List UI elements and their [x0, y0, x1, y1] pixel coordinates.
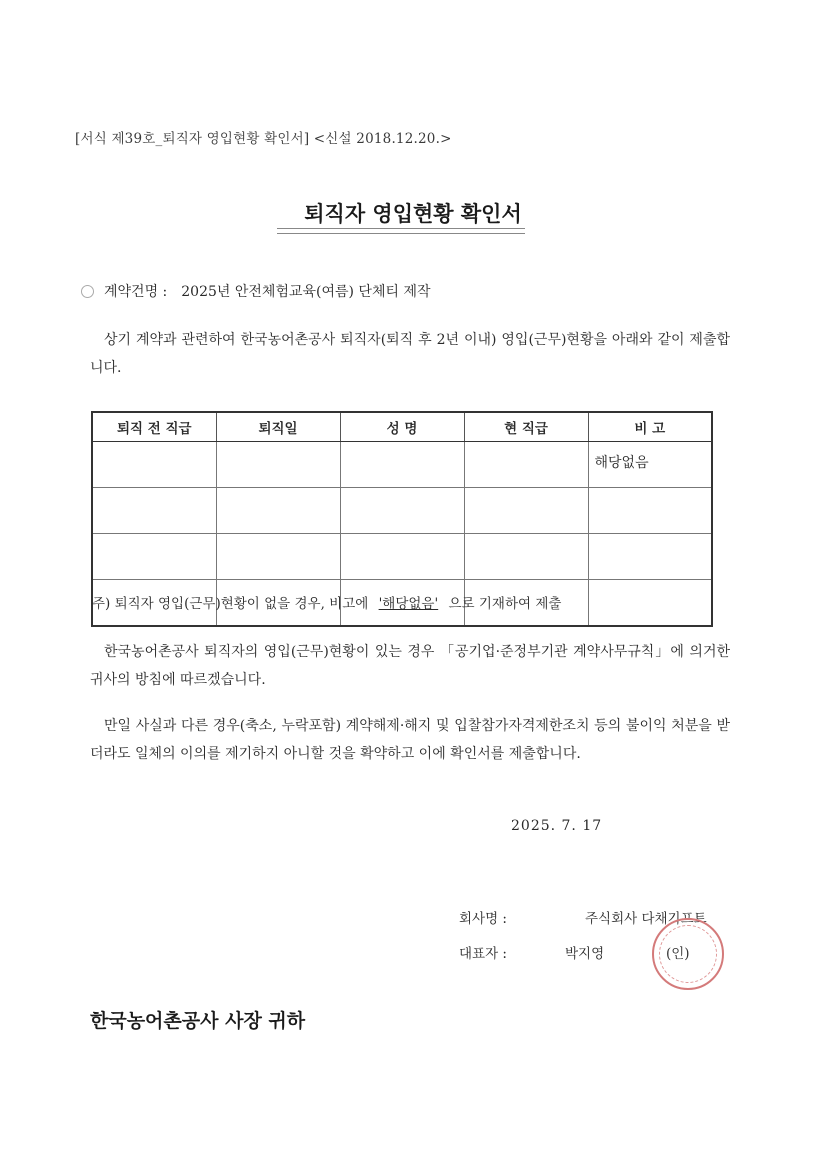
representative-label: 대표자 : — [459, 946, 507, 962]
table-row — [92, 488, 712, 534]
table-cell — [464, 488, 588, 534]
table-row — [92, 534, 712, 580]
submission-date: 2025. 7. 17 — [511, 818, 603, 834]
table-cell — [588, 534, 712, 580]
document-title: 퇴직자 영입현황 확인서 — [304, 202, 522, 226]
form-number: [서식 제39호_퇴직자 영입현황 확인서] <신설 2018.12.20.> — [75, 131, 452, 147]
company-name: 주식회사 다채기프트 — [585, 911, 707, 927]
policy-paragraph: 한국농어촌공사 퇴직자의 영입(근무)현황이 있는 경우 「공기업·준정부기관 계약사무규칙」에 의거한 귀사의 방침에 따르겠습니다. — [90, 644, 730, 688]
table-cell — [588, 488, 712, 534]
note-highlight: '해당없음' — [378, 596, 439, 612]
table-cell — [92, 534, 216, 580]
table-row — [92, 442, 712, 488]
table-header-row — [92, 412, 712, 442]
table-cell — [92, 442, 216, 488]
table-cell — [340, 534, 464, 580]
intro-paragraph: 상기 계약과 관련하여 한국농어촌공사 퇴직자(퇴직 후 2년 이내) 영입(근무)현황을 아래와 같이 제출합니다. — [90, 332, 730, 376]
table-cell: 해당없음 — [588, 442, 712, 488]
pledge-paragraph: 만일 사실과 다른 경우(축소, 누락포함) 계약해제·해지 및 입찰참가자격제한조치 등의 불이익 처분을 받더라도 일체의 이의를 제기하지 아니할 것을 확약하고 이에 확인서를 제출합니다. — [90, 718, 730, 762]
table-note — [92, 592, 561, 612]
table-cell — [588, 580, 712, 627]
addressee: 한국농어촌공사 사장 귀하 — [90, 1010, 306, 1032]
table-cell — [340, 488, 464, 534]
title-underline — [277, 228, 525, 234]
header-prev-rank: 퇴직 전 직급 — [92, 412, 216, 442]
header-remarks: 비 고 — [588, 412, 712, 442]
table-cell — [216, 488, 340, 534]
company-label: 회사명 : — [459, 911, 507, 927]
table-cell — [340, 442, 464, 488]
contract-name: 2025년 안전체험교육(여름) 단체티 제작 — [181, 284, 431, 300]
note-suffix: 으로 기재하여 제출 — [448, 596, 562, 612]
header-name: 성 명 — [340, 412, 464, 442]
note-prefix: 주) 퇴직자 영입(근무)현황이 없을 경우, 비고에 — [92, 596, 369, 612]
contract-line — [81, 281, 431, 301]
table-cell — [92, 488, 216, 534]
table-cell — [464, 442, 588, 488]
table-cell — [216, 442, 340, 488]
bullet-circle-icon — [81, 285, 94, 298]
table-cell — [464, 534, 588, 580]
seal-mark: (인) — [666, 946, 690, 962]
header-current-rank: 현 직급 — [464, 412, 588, 442]
header-retire-date: 퇴직일 — [216, 412, 340, 442]
representative-name: 박지영 — [565, 946, 605, 962]
contract-label: 계약건명 : — [104, 284, 168, 300]
table-cell — [216, 534, 340, 580]
